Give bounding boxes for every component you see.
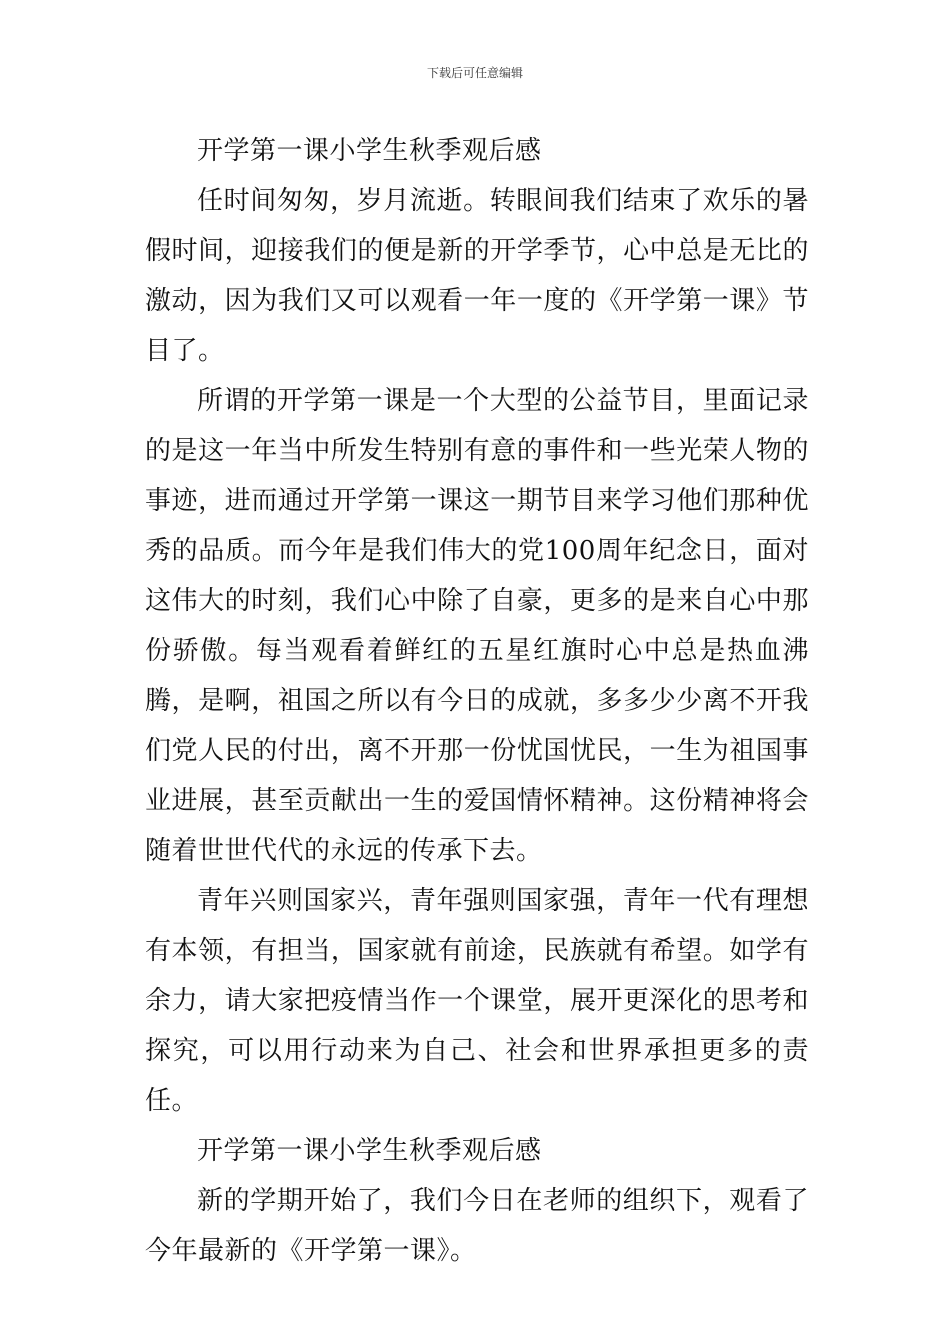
paragraph: 所谓的开学第一课是一个大型的公益节目，里面记录的是这一年当中所发生特别有意的事件和一些光荣人物的事迹，进而通过开学第一课这一期节目来学习他们那种优秀的品质。而今年是我们伟大的党100周年纪念日，面对这伟大的时刻，我们心中除了自豪，更多的是来自心中那份骄傲。每当观看着鲜红的五星红旗时心中总是热血沸腾，是啊，祖国之所以有今日的成就，多多少少离不开我们党人民的付出，离不开那一份忧国忧民，一生为祖国事业进展，甚至贡献出一生的爱国情怀精神。这份精神将会随着世世代代的永远的传承下去。 [145, 386, 809, 866]
essay-title: 开学第一课小学生秋季观后感 [197, 136, 542, 166]
paragraph: 青年兴则国家兴，青年强则国家强，青年一代有理想有本领，有担当，国家就有前途，民族就有希望。如学有余力，请大家把疫情当作一个课堂，展开更深化的思考和探究，可以用行动来为自己、社会和世界承担更多的责任。 [145, 886, 809, 1116]
document-body [145, 126, 809, 1276]
paragraph: 任时间匆匆，岁月流逝。转眼间我们结束了欢乐的暑假时间，迎接我们的便是新的开学季节，心中总是无比的激动，因为我们又可以观看一年一度的《开学第一课》节目了。 [145, 186, 809, 366]
paragraph: 新的学期开始了，我们今日在老师的组织下，观看了今年最新的《开学第一课》。 [145, 1186, 809, 1266]
essay-title: 开学第一课小学生秋季观后感 [197, 1136, 542, 1166]
page-header: 下载后可任意编辑 [426, 66, 523, 80]
